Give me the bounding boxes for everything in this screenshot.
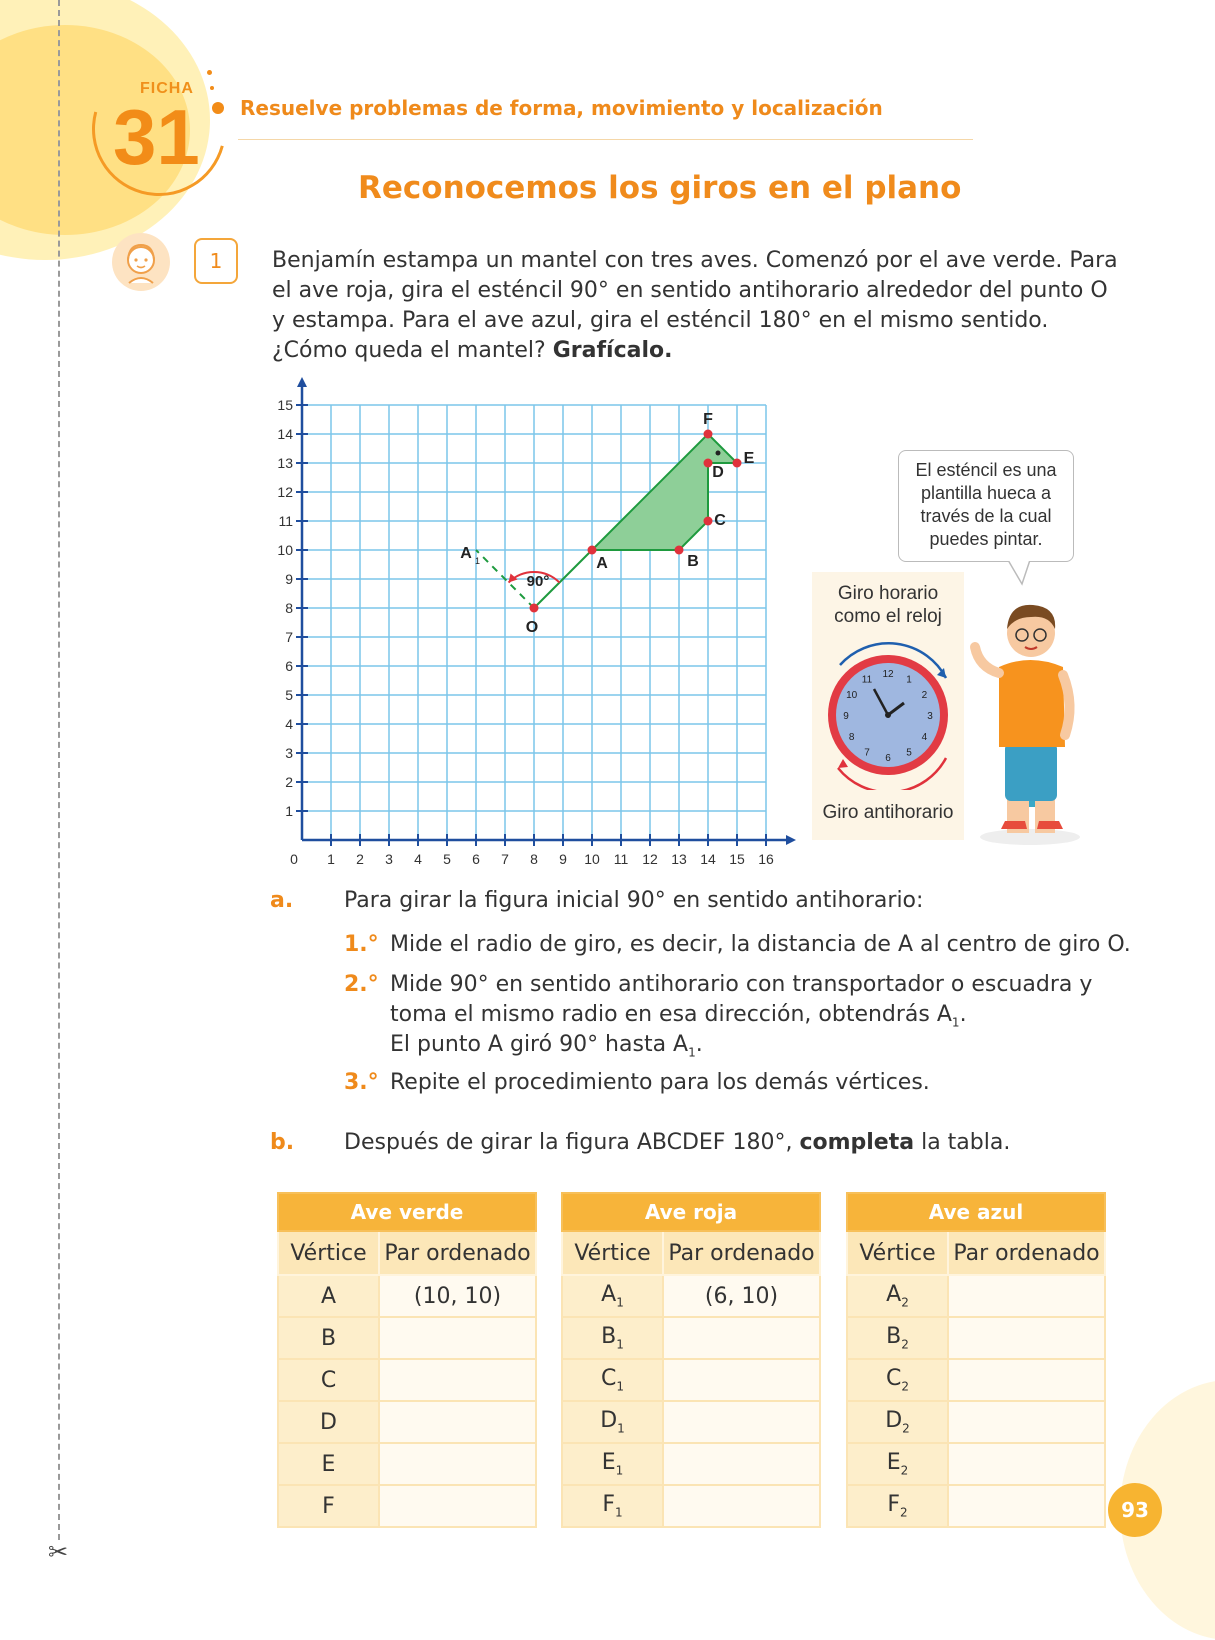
section-subtitle: Resuelve problemas de forma, movimiento y localización [240,96,883,120]
clock-number: 8 [848,732,855,743]
table-row [847,1317,1105,1359]
table-row [278,1443,536,1485]
decor-dot [207,70,212,75]
page-number: 93 [1108,1483,1162,1537]
x-tick-label: 6 [472,851,480,867]
column-header-pair: Par ordenado [948,1231,1105,1275]
vertex-cell: F [278,1485,379,1527]
ordered-pair-cell[interactable] [663,1359,820,1401]
part-a-intro: Para girar la figura inicial 90° en sentido antihorario: [344,888,924,913]
vertex-cell: $F_1$ [562,1485,663,1527]
y-tick-label: 10 [277,542,293,558]
vertex-label-c: C [714,512,726,529]
x-tick-label: 4 [414,851,422,867]
clock-number: 2 [921,690,928,701]
x-tick-label: 13 [671,851,687,867]
step-1-text: Mide el radio de giro, es decir, la distancia de A al centro de giro O. [390,932,1131,957]
speech-bubble: El esténcil es una plantilla hueca a través de la cual puedes pintar. [898,450,1074,562]
y-tick-label: 5 [285,687,293,703]
vertex-cell: $D_1$ [562,1401,663,1443]
clock-number: 10 [846,690,858,701]
vertex-label-a1-sub: 1 [475,556,481,566]
ordered-pair-cell[interactable] [663,1317,820,1359]
y-tick-label: 4 [285,716,293,732]
x-tick-label: 16 [758,851,774,867]
vertex-table [561,1192,821,1528]
vertex-point-o [530,604,539,613]
vertex-cell: $E_1$ [562,1443,663,1485]
vertex-label-a1: A [460,545,472,562]
table-row [847,1359,1105,1401]
clock-number: 11 [861,674,873,686]
vertex-label-d: D [712,464,724,481]
ordered-pair-cell[interactable] [379,1359,536,1401]
vertex-point-c [704,517,713,526]
vertex-cell: $B_2$ [847,1317,948,1359]
table-title: Ave azul [847,1193,1105,1231]
column-header-vertex: Vértice [847,1231,948,1275]
x-tick-label: 12 [642,851,658,867]
vertex-point-f [704,430,713,439]
vertex-cell: $D_2$ [847,1401,948,1443]
part-a-letter: a. [270,888,294,913]
vertex-cell: $A_1$ [562,1275,663,1317]
counterclockwise-arrowhead [838,759,848,768]
decor-dot [210,86,214,90]
vertex-cell: C [278,1359,379,1401]
vertex-label-b: B [687,553,699,570]
clock-number: 3 [927,711,933,722]
vertex-cell: $B_1$ [562,1317,663,1359]
x-tick-label: 14 [700,851,716,867]
ficha-label: FICHA [140,80,194,97]
vertex-cell: B [278,1317,379,1359]
ordered-pair-cell[interactable] [379,1317,536,1359]
part-b-letter: b. [270,1130,295,1155]
y-tick-label: 1 [285,803,293,819]
ordered-pair-cell[interactable] [379,1485,536,1527]
table-row [562,1317,820,1359]
x-tick-label: 11 [613,851,629,867]
y-tick-label: 14 [277,426,293,442]
vertex-cell: $C_1$ [562,1359,663,1401]
step-2-number: 2.° [344,972,379,997]
scissors-icon: ✂ [48,1538,69,1566]
page-title: Reconocemos los giros en el plano [358,170,962,206]
table-title: Ave verde [278,1193,536,1231]
x-axis-arrow [786,835,796,845]
y-tick-label: 3 [285,745,293,761]
clock-number: 7 [864,747,870,759]
x-tick-label: 10 [584,851,600,867]
table-row [562,1485,820,1527]
vertex-cell: E [278,1443,379,1485]
clock-number: 4 [921,732,928,743]
vertex-table [846,1192,1106,1528]
y-tick-label: 9 [285,571,293,587]
y-tick-label: 2 [285,774,293,790]
x-tick-label: 7 [501,851,509,867]
ordered-pair-cell[interactable] [948,1359,1105,1401]
vertex-cell: D [278,1401,379,1443]
step-2-line2: toma el mismo radio en esa dirección, obtendrás $A_1$. [390,1002,967,1030]
step-2-line3: El punto A giró 90° hasta $A_1$. [390,1032,703,1060]
vertex-cell: $F_2$ [847,1485,948,1527]
ordered-pair-cell[interactable] [948,1401,1105,1443]
clockwise-label: Giro horario como el reloj [834,583,942,627]
y-tick-label: 13 [277,455,293,471]
problem-statement [272,246,1122,366]
vertex-point-a [588,546,597,555]
ficha-number: 31 [113,93,200,181]
boy-illustration [965,595,1095,850]
table-row [562,1401,820,1443]
vertex-cell: $E_2$ [847,1443,948,1485]
table-row [278,1401,536,1443]
step-2-line1: Mide 90° en sentido antihorario con transportador o escuadra y [390,972,1093,997]
x-tick-label: 5 [443,851,451,867]
step-3-text: Repite el procedimiento para los demás vértices. [390,1070,930,1095]
ordered-pair-cell[interactable] [379,1443,536,1485]
column-header-vertex: Vértice [278,1231,379,1275]
clock-number: 9 [843,711,849,722]
x-tick-label: 0 [290,851,298,867]
ordered-pair-cell[interactable] [948,1485,1105,1527]
vertex-cell: $A_2$ [847,1275,948,1317]
column-header-pair: Par ordenado [663,1231,820,1275]
table-row [278,1485,536,1527]
vertex-point-d [704,459,713,468]
x-tick-label: 2 [356,851,364,867]
cut-line [58,0,60,1540]
y-tick-label: 12 [277,484,293,500]
problem-instruction: Grafícalo. [552,338,673,363]
ordered-pair-cell[interactable] [948,1443,1105,1485]
ordered-pair-cell[interactable] [663,1401,820,1443]
question-number: 1 [194,238,238,284]
y-tick-label: 15 [277,397,293,413]
rotation-arc-arrow [509,574,518,583]
clock-number: 1 [906,674,912,686]
x-tick-label: 9 [559,851,567,867]
coordinate-plane [260,370,805,880]
speech-bubble-tail [1000,558,1040,588]
step-3-number: 3.° [344,1070,379,1095]
vertex-cell: A [278,1275,379,1317]
column-header-pair: Par ordenado [379,1231,536,1275]
table-row [278,1317,536,1359]
clock-number: 12 [882,669,894,680]
vertex-label-o: O [525,619,539,636]
ordered-pair-cell: (6, 10) [663,1275,820,1317]
ordered-pair-cell: (10, 10) [379,1275,536,1317]
x-tick-label: 1 [327,851,335,867]
clock-number: 5 [906,747,912,759]
problem-text: Benjamín estampa un mantel con tres aves. Comenzó por el ave verde. Para el ave roja, gira el esténcil 90° en sentido antihorario alrededor del punto O y estampa. Para el ave azul, gira el esténcil 180° en el mismo sentido. ¿Cómo queda el mantel? [272,248,1118,363]
table-row [847,1443,1105,1485]
y-tick-label: 7 [285,629,293,645]
table-row [847,1485,1105,1527]
ordered-pair-cell[interactable] [948,1317,1105,1359]
vertex-label-a: A [596,555,608,572]
table-row [562,1275,820,1317]
table-row [278,1275,536,1317]
vertex-point-b [675,546,684,555]
y-tick-label: 11 [278,513,293,529]
bullet-dot [212,102,224,114]
x-tick-label: 8 [530,851,538,867]
table-row [562,1443,820,1485]
table-title: Ave roja [562,1193,820,1231]
ordered-pair-cell[interactable] [379,1401,536,1443]
header-divider [238,139,973,140]
x-tick-label: 3 [385,851,393,867]
clock-icon [820,640,960,790]
vertex-table [277,1192,537,1528]
clock-center [885,712,891,718]
eye-dot [716,451,721,456]
clock-number: 6 [885,753,891,764]
student-avatar-icon [112,233,170,291]
table-row [847,1401,1105,1443]
vertex-label-f: F [703,411,713,428]
vertex-point-e [733,459,742,468]
ordered-pair-cell[interactable] [948,1275,1105,1317]
vertex-label-e: E [743,450,755,467]
ordered-pair-cell[interactable] [663,1443,820,1485]
part-b-instruction: Después de girar la figura ABCDEF 180°, completa la tabla. [344,1130,1011,1155]
counterclockwise-label: Giro antihorario [822,802,954,823]
ordered-pair-cell[interactable] [663,1485,820,1527]
y-axis-arrow [297,377,307,387]
y-tick-label: 8 [285,600,293,616]
table-row [847,1275,1105,1317]
vertex-cell: $C_2$ [847,1359,948,1401]
step-1-number: 1.° [344,932,379,957]
column-header-vertex: Vértice [562,1231,663,1275]
y-tick-label: 6 [285,658,293,674]
table-row [562,1359,820,1401]
table-row [278,1359,536,1401]
x-tick-label: 15 [729,851,745,867]
angle-label: 90° [526,573,550,590]
